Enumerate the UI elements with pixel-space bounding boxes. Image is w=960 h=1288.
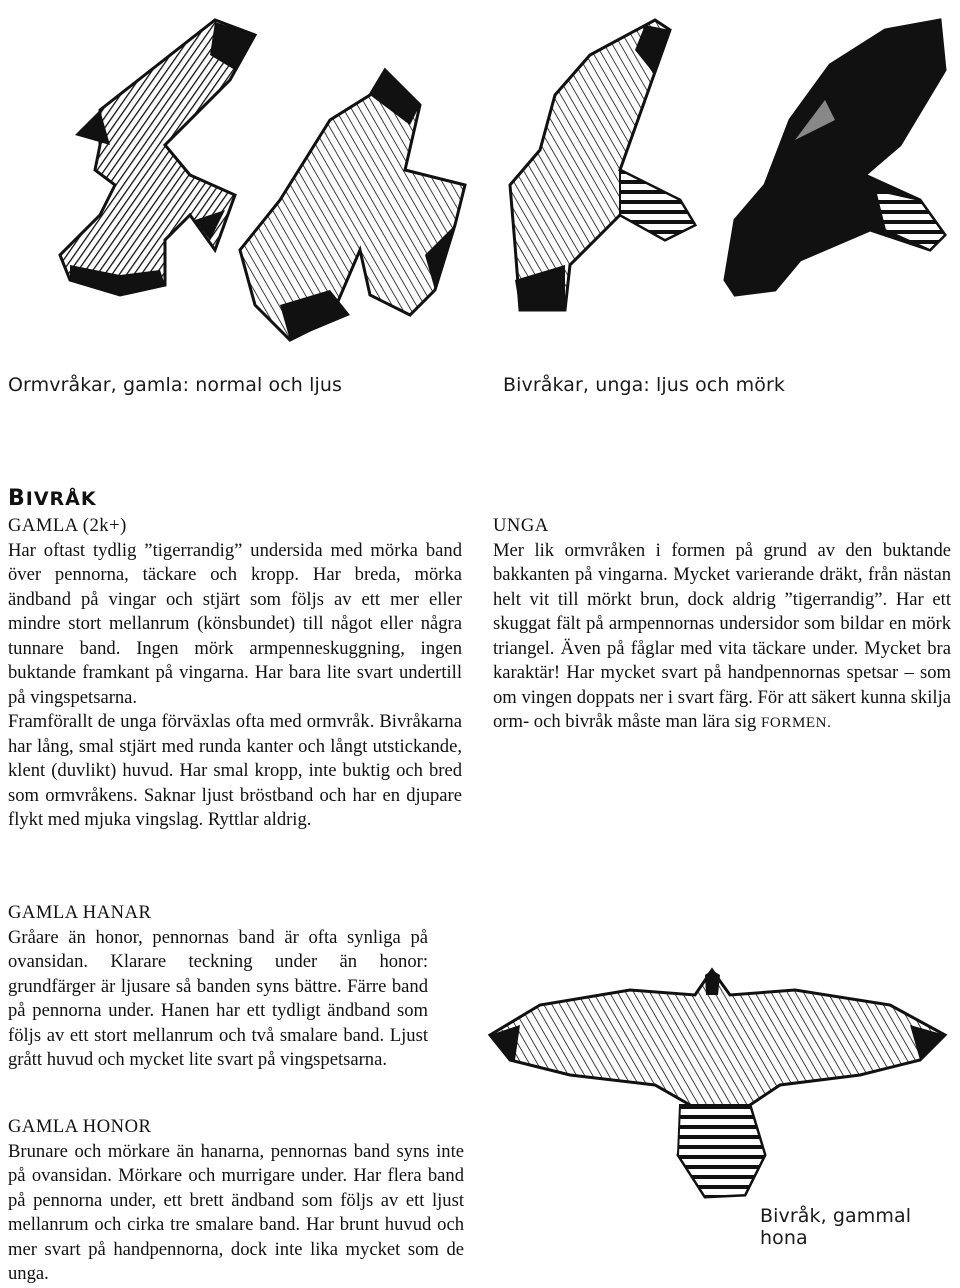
unga-section — [493, 514, 951, 736]
honor-label: GAMLA HONOR — [8, 1116, 152, 1137]
caption-ormvrakar: Ormvråkar, gamla: normal och ljus — [8, 374, 342, 396]
unga-last-word: FORMEN. — [760, 715, 832, 731]
bird-illustration-bivrak-gammal-hona — [480, 965, 950, 1205]
gamla-label: GAMLA (2k+) — [8, 515, 127, 536]
caption-bivrakar: Bivråkar, unga: ljus och mörk — [503, 374, 785, 396]
honor-text: Brunare och mörkare än hanarna, pennornas band syns inte på ovansidan. Mörkare och murrigare under. Har flera band på pennorna under, ett brett ändband som följs av ett ljust mellanrum och cirka tre smalare band. Har brunt huvud och mer svart på handpennorna, dock inte lika mycket som de unga. — [8, 1140, 464, 1284]
hanar-section — [8, 901, 428, 1073]
unga-text-wrap — [493, 539, 951, 736]
unga-text: Mer lik ormvråken i formen på grund av den buktande bakkanten på vingarna. Mycket varierande dräkt, från nästan helt vit till mörkt brun, dock aldrig ”tigerrandig”. Har ett skuggat fält på armpennornas undersidor som bildar en mörk triangel. Även på fåglar med vita täckare under. Mycket bra karaktär! Har mycket svart på handpennornas spetsar – som om vingen doppats ner i svart färg. För att säkert kunna skilja orm- och bivråk måste man lära sig — [493, 539, 951, 732]
gamla-text-2: Framförallt de unga förväxlas ofta med ormvråk. Bivråkarna har lång, smal stjärt med runda kanter och långt utstickande, klent (duvlikt) huvud. Har smal kropp, inte buktig och bred som ormvråkens. Saknar ljust bröstband och har en djupare flykt med mjuka vingslag. Ryttlar aldrig. — [8, 711, 462, 830]
hanar-label: GAMLA HANAR — [8, 902, 152, 923]
heading-rest: IVRÅK — [25, 488, 97, 510]
gamla-section — [8, 514, 462, 833]
hanar-text: Gråare än honor, pennornas band är ofta synliga på ovansidan. Klarare teckning under än honor: grundfärger är ljusare så banden syns bättre. Färre band på pennorna under. Hanen har ett tydligt ändband som följs av ett stort mellanrum och två smalare band. Ljust grått huvud och mycket lite svart på vingspetsarna. — [8, 926, 428, 1070]
heading-initial: B — [8, 486, 26, 511]
bird-illustration-bivrak-ljus — [495, 10, 715, 320]
section-heading — [8, 486, 97, 511]
honor-section — [8, 1115, 464, 1287]
bird-illustration-ormvrak-ljus — [220, 50, 480, 350]
gamla-text: Har oftast tydlig ”tigerrandig” undersida med mörka band över pennorna, täckare och kropp. Har breda, mörka ändband på vingar och stjärt som följs av ett mer eller mindre stort mellanrum (könsbundet) till något eller några tunnare band. Ingen mörk armpenneskuggning, ingen buktande framkant på vingarna. Har bara lite svart undertill på vingspetsarna. — [8, 539, 462, 708]
unga-label: UNGA — [493, 515, 549, 536]
caption-bivrak-gammal-hona: Bivråk, gammal hona — [760, 1205, 912, 1249]
bird-illustration-bivrak-mork — [715, 10, 955, 300]
